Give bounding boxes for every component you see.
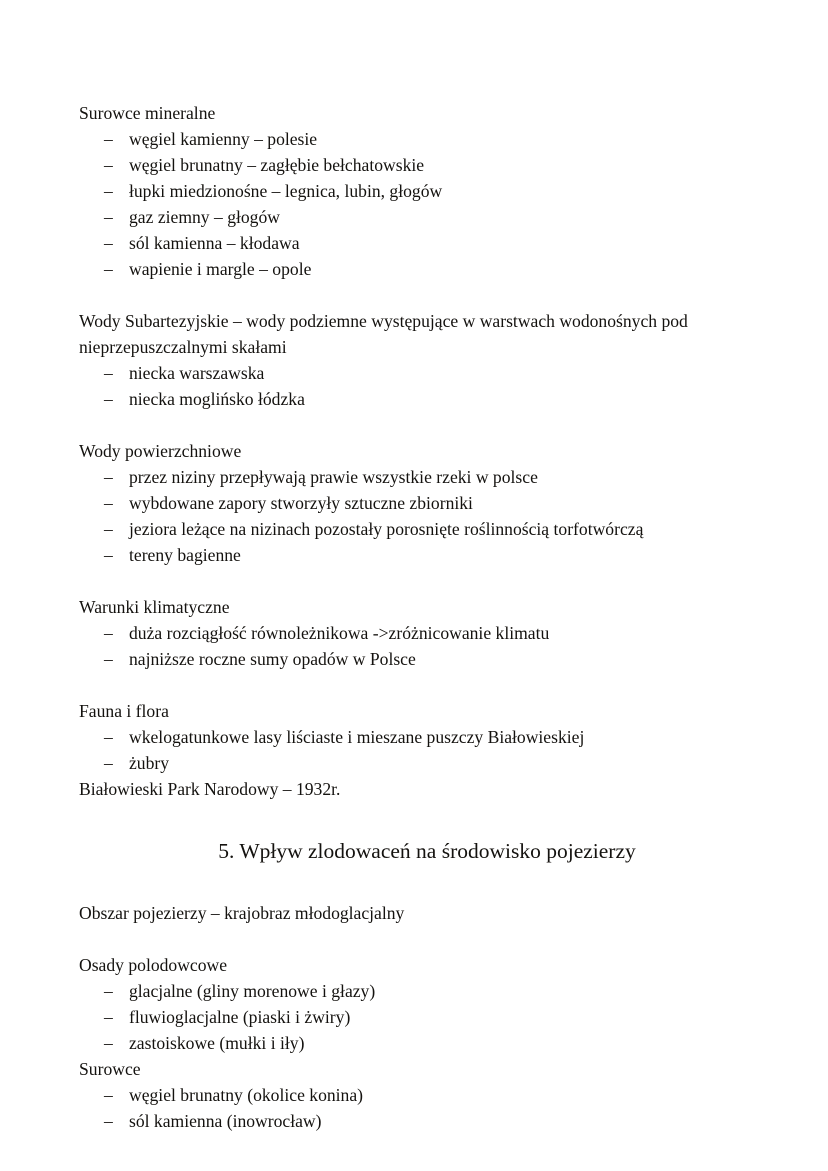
dash-bullet-icon: –: [104, 1085, 113, 1105]
chapter-title: 5. Wpływ zlodowaceń na środowisko pojezierzy: [218, 839, 636, 863]
dash-bullet-icon: –: [104, 1033, 113, 1053]
list-item-label: łupki miedzionośne – legnica, lubin, głogów: [129, 181, 443, 201]
dash-bullet-icon: –: [104, 753, 113, 773]
paragraph-spacer: [79, 282, 749, 308]
dash-bullet-icon: –: [104, 363, 113, 383]
list-item-label: jeziora leżące na nizinach pozostały porosnięte roślinnością torfotwórczą: [129, 519, 644, 539]
list-item: [79, 386, 749, 412]
document-body: [79, 100, 749, 1134]
list-item: [79, 152, 749, 178]
list-wody-powierzchniowe: [79, 464, 749, 568]
dash-bullet-icon: –: [104, 519, 113, 539]
list-item-label: zastoiskowe (mułki i iły): [129, 1033, 305, 1053]
list-item-label: gaz ziemny – głogów: [129, 207, 280, 227]
list-item-label: węgiel brunatny – zagłębie bełchatowskie: [129, 155, 425, 175]
list-fauna-i-flora: [79, 724, 749, 776]
list-item: [79, 490, 749, 516]
section-heading-surowce-mineralne: Surowce mineralne: [79, 103, 216, 123]
paragraph-spacer: [79, 568, 749, 594]
list-item-label: niecka warszawska: [129, 363, 265, 383]
dash-bullet-icon: –: [104, 155, 113, 175]
list-item-label: fluwioglacjalne (piaski i żwiry): [129, 1007, 351, 1027]
dash-bullet-icon: –: [104, 129, 113, 149]
paragraph-spacer: [79, 412, 749, 438]
dash-bullet-icon: –: [104, 1007, 113, 1027]
list-item-label: węgiel kamienny – polesie: [129, 129, 318, 149]
list-surowce: [79, 1082, 749, 1134]
dash-bullet-icon: –: [104, 1111, 113, 1131]
dash-bullet-icon: –: [104, 545, 113, 565]
list-item: [79, 1004, 749, 1030]
paragraph-spacer: [79, 672, 749, 698]
list-item: [79, 1108, 749, 1134]
list-osady-polodowcowe: [79, 978, 749, 1056]
list-item: [79, 646, 749, 672]
list-item: [79, 464, 749, 490]
list-item: [79, 542, 749, 568]
list-item: [79, 178, 749, 204]
dash-bullet-icon: –: [104, 727, 113, 747]
section-heading-warunki-klimatyczne: Warunki klimatyczne: [79, 597, 230, 617]
dash-bullet-icon: –: [104, 389, 113, 409]
section-heading-obszar-pojezierzy: Obszar pojezierzy – krajobraz młodoglacjalny: [79, 903, 405, 923]
dash-bullet-icon: –: [104, 649, 113, 669]
list-item-label: sól kamienna (inowrocław): [129, 1111, 322, 1131]
dash-bullet-icon: –: [104, 623, 113, 643]
section-heading-wody-powierzchniowe: Wody powierzchniowe: [79, 441, 242, 461]
list-item-label: wapienie i margle – opole: [129, 259, 312, 279]
list-item-label: wkelogatunkowe lasy liściaste i mieszane puszczy Białowieskiej: [129, 727, 585, 747]
list-item-label: duża rozciągłość równoleżnikowa ->zróżnicowanie klimatu: [129, 623, 550, 643]
dash-bullet-icon: –: [104, 181, 113, 201]
section-heading-wody-subartezyjskie: Wody Subartezyjskie – wody podziemne występujące w warstwach wodonośnych pod nieprzepuszczalnymi skałami: [79, 311, 693, 357]
dash-bullet-icon: –: [104, 207, 113, 227]
section-heading-fauna-i-flora: Fauna i flora: [79, 701, 169, 721]
list-item: [79, 360, 749, 386]
list-item-label: glacjalne (gliny morenowe i głazy): [129, 981, 376, 1001]
dash-bullet-icon: –: [104, 981, 113, 1001]
list-item: [79, 724, 749, 750]
dash-bullet-icon: –: [104, 259, 113, 279]
list-item: [79, 516, 749, 542]
list-item: [79, 750, 749, 776]
list-item-label: najniższe roczne sumy opadów w Polsce: [129, 649, 416, 669]
list-item: [79, 1030, 749, 1056]
section-heading-osady-polodowcowe: Osady polodowcowe: [79, 955, 228, 975]
list-item: [79, 126, 749, 152]
list-item-label: żubry: [129, 753, 170, 773]
list-item-label: węgiel brunatny (okolice konina): [129, 1085, 364, 1105]
list-wody-subartezyjskie: [79, 360, 749, 412]
chapter-spacer-bottom: [79, 866, 749, 900]
list-item: [79, 204, 749, 230]
list-warunki-klimatyczne: [79, 620, 749, 672]
chapter-spacer-top: [79, 802, 749, 836]
list-item: [79, 978, 749, 1004]
list-item-label: sól kamienna – kłodawa: [129, 233, 300, 253]
list-item: [79, 230, 749, 256]
list-item-label: przez niziny przepływają prawie wszystkie rzeki w polsce: [129, 467, 538, 487]
dash-bullet-icon: –: [104, 233, 113, 253]
list-item-label: wybdowane zapory stworzyły sztuczne zbiorniki: [129, 493, 473, 513]
dash-bullet-icon: –: [104, 467, 113, 487]
list-item-label: tereny bagienne: [129, 545, 241, 565]
list-item: [79, 620, 749, 646]
bialowieski-park-narodowy-note: Białowieski Park Narodowy – 1932r.: [79, 779, 341, 799]
list-surowce-mineralne: [79, 126, 749, 282]
list-item: [79, 256, 749, 282]
list-item-label: niecka moglińsko łódzka: [129, 389, 305, 409]
section-heading-surowce: Surowce: [79, 1059, 141, 1079]
dash-bullet-icon: –: [104, 493, 113, 513]
list-item: [79, 1082, 749, 1108]
paragraph-spacer: [79, 926, 749, 952]
